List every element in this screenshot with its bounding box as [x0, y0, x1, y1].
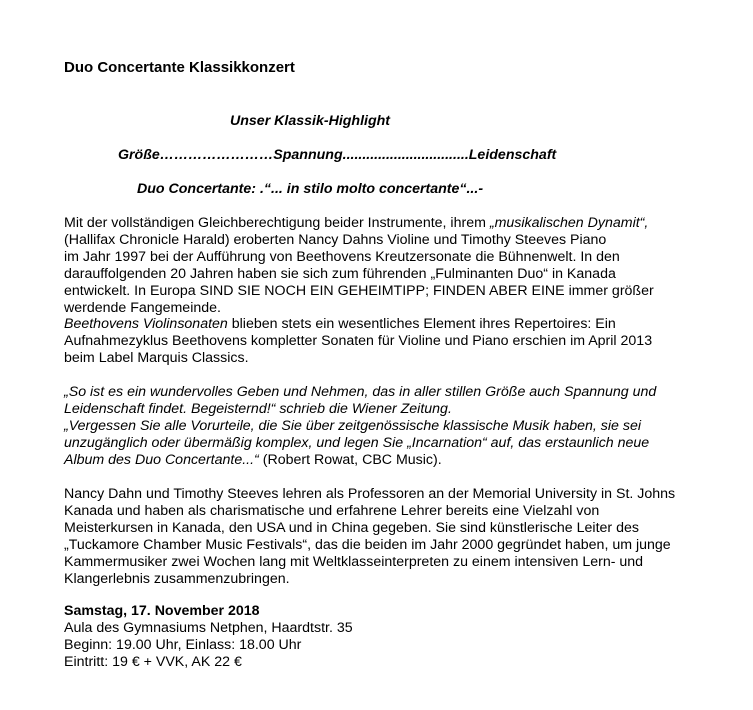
bio-line-6: Klangerlebnis zusammenzubringen. — [64, 570, 290, 587]
bio-line-1: Nancy Dahn und Timothy Steeves lehren als Professoren an der Memorial University in St. Johns — [64, 486, 676, 502]
intro-line-6: werdende Fangemeinde. — [64, 299, 221, 316]
event-time: Beginn: 19.00 Uhr, Einlass: 18.00 Uhr — [64, 636, 302, 653]
quote-line-1: „So ist es ein wundervolles Geben und Nehmen, das in aller stillen Größe auch Spannung und — [64, 384, 657, 400]
tagline: Größe……………………Spannung................................Leidenschaft — [118, 147, 557, 163]
event-price: Eintritt: 19 € + VVK, AK 22 € — [64, 653, 242, 670]
intro-line-7-text: blieben stets ein wesentliches Element ihres Repertoires: Ein — [227, 316, 616, 333]
event-details — [64, 603, 744, 671]
motto: Duo Concertante: .“... in stilo molto concertante“...- — [137, 181, 484, 197]
bio-line-3: Meisterkursen in Kanada, den USA und in China gegeben. Sie sind künstlerische Leiter des — [64, 519, 639, 536]
intro-line-8: Aufnahmezyklus Beethovens kompletter Sonaten für Violine und Piano erschien im April 2013 — [64, 333, 653, 350]
document-title: Duo Concertante Klassikkonzert — [64, 59, 295, 76]
intro-quote-dynamit: „musikalischen Dynamit“, — [489, 215, 649, 231]
highlight-heading: Unser Klassik-Highlight — [230, 113, 391, 129]
quote-line-2: Leidenschaft findet. Begeisternd!“ schrieb die Wiener Zeitung. — [64, 400, 452, 417]
intro-line-1-text: Mit der vollständigen Gleichberechtigung beider Instrumente, ihrem — [64, 215, 490, 231]
intro-line-2: (Hallifax Chronicle Harald) eroberten Nancy Dahns Violine und Timothy Steeves Piano — [64, 231, 607, 248]
intro-line-7 — [64, 316, 744, 333]
quote-line-3: „Vergessen Sie alle Vorurteile, die Sie über zeitgenössische klassische Musik haben, sie sei — [64, 417, 641, 434]
bio-line-4: „Tuckamore Chamber Music Festivals“, das die beiden im Jahr 2000 gegründet haben, um junge — [64, 536, 671, 553]
intro-line-5: entwickelt. In Europa SIND SIE NOCH EIN GEHEIMTIPP; FINDEN ABER EINE immer größer — [64, 282, 654, 299]
intro-line-1 — [64, 215, 744, 232]
bio-paragraph — [64, 486, 744, 587]
quotes-paragraph — [64, 384, 744, 469]
intro-paragraph — [64, 215, 744, 367]
intro-line-4: darauffolgenden 20 Jahren haben sie sich zum führenden „Fulminanten Duo“ in Kanada — [64, 265, 616, 282]
event-date: Samstag, 17. November 2018 — [64, 603, 260, 619]
bio-line-5: Kammermusiker zwei Wochen lang mit Weltklasseinterpreten zu einem intensiven Lern- und — [64, 553, 644, 570]
quote-line-5-text: Album des Duo Concertante...“ — [64, 451, 259, 468]
quote-attribution: (Robert Rowat, CBC Music). — [258, 451, 442, 468]
event-venue: Aula des Gymnasiums Netphen, Haardtstr. 35 — [64, 619, 353, 636]
quote-line-4: unzugänglich oder übermäßig komplex, und legen Sie „Incarnation“ auf, das erstaunlich neue — [64, 434, 650, 451]
intro-violinsonaten: Beethovens Violinsonaten — [64, 316, 228, 333]
bio-line-2: Kanada und haben als charismatische und erfahrene Lehrer bereits eine Vielzahl von — [64, 502, 600, 519]
quote-line-5 — [64, 452, 744, 469]
intro-line-9: beim Label Marquis Classics. — [64, 350, 249, 367]
intro-line-3: im Jahr 1997 bei der Aufführung von Beethovens Kreutzersonate die Bühnenwelt. In den — [64, 248, 620, 265]
